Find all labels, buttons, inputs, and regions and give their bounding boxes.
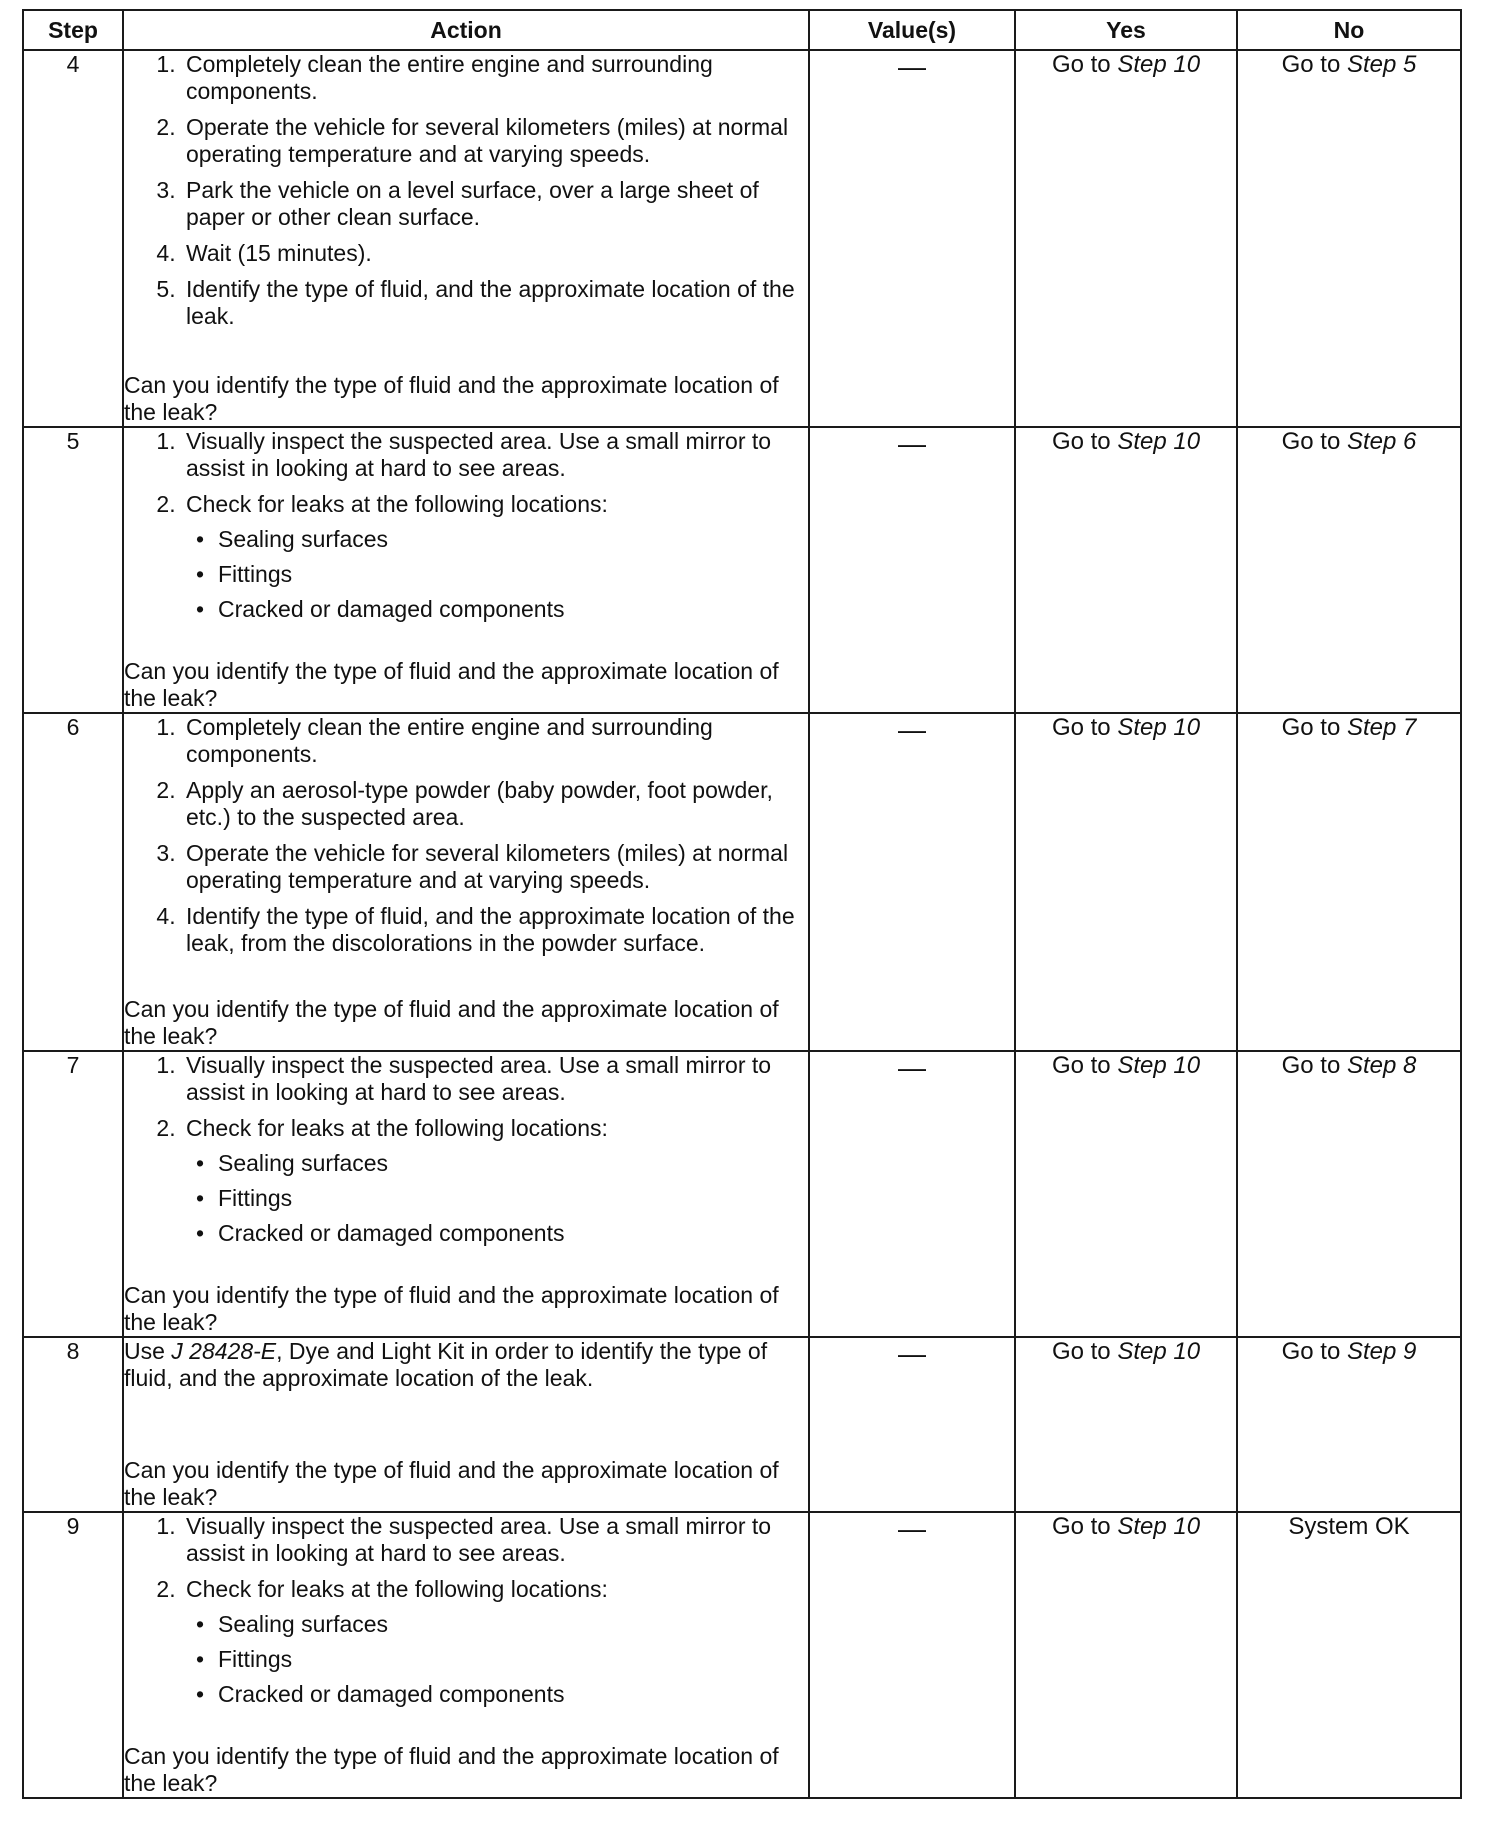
yes-prefix: Go to — [1051, 1051, 1111, 1079]
header-no: No — [1237, 10, 1461, 50]
instruction-item: 1. Visually inspect the suspected area. Use a small mirror to assist in looking at hard to see areas. — [182, 1052, 808, 1106]
instruction-item: 1. Visually inspect the suspected area. Use a small mirror to assist in looking at hard to see areas. — [182, 428, 808, 482]
instruction-item: 1. Visually inspect the suspected area. Use a small mirror to assist in looking at hard to see areas. — [182, 1513, 808, 1567]
instruction-item: 4. Identify the type of fluid, and the approximate location of the leak, from the discolorations in the powder surface. — [182, 903, 808, 957]
value-cell: — — [809, 50, 1015, 427]
question-text: Can you identify the type of fluid and the approximate location of the leak? — [124, 995, 779, 1049]
bullet-item: • Sealing surfaces — [218, 1150, 808, 1177]
yes-cell — [1015, 50, 1237, 427]
no-prefix: Go to — [1281, 427, 1341, 455]
instruction-item: 1. Completely clean the entire engine and surrounding components. — [182, 51, 808, 105]
intro-prefix: Use — [124, 1337, 165, 1364]
instruction-item — [182, 1576, 808, 1708]
yes-target: Step 10 — [1117, 1337, 1201, 1365]
location-list — [186, 1611, 808, 1708]
no-cell — [1237, 1337, 1461, 1512]
location-list — [186, 1150, 808, 1247]
step-number: 7 — [23, 1051, 123, 1337]
instruction-list — [124, 714, 808, 966]
no-cell: System OK — [1237, 1512, 1461, 1798]
bullet-item: • Fittings — [218, 1646, 808, 1673]
table-row — [23, 713, 1461, 1051]
instruction-list — [124, 1513, 808, 1717]
table-row — [23, 427, 1461, 713]
yes-target: Step 10 — [1117, 713, 1201, 741]
bullet-item: • Cracked or damaged components — [218, 1681, 808, 1708]
action-cell — [123, 1051, 809, 1337]
question-text: Can you identify the type of fluid and the approximate location of the leak? — [124, 1281, 779, 1335]
yes-prefix: Go to — [1051, 51, 1111, 78]
instruction-item: 2. Operate the vehicle for several kilometers (miles) at normal operating temperature and at varying speeds. — [182, 114, 808, 168]
no-cell — [1237, 713, 1461, 1051]
no-target: Step 7 — [1346, 713, 1417, 741]
instruction-item — [182, 1115, 808, 1247]
header-action: Action — [123, 10, 809, 50]
bullet-item: • Cracked or damaged components — [218, 596, 808, 623]
instruction-item: 3. Operate the vehicle for several kilometers (miles) at normal operating temperature and at varying speeds. — [182, 840, 808, 894]
yes-cell — [1015, 1051, 1237, 1337]
no-prefix: Go to — [1281, 713, 1341, 741]
yes-target: Step 10 — [1117, 1051, 1201, 1079]
value-cell: — — [809, 427, 1015, 713]
instruction-item: 2. Apply an aerosol-type powder (baby powder, foot powder, etc.) to the suspected area. — [182, 777, 808, 831]
instruction-text: Check for leaks at the following locations: — [186, 1114, 608, 1141]
question-text: Can you identify the type of fluid and the approximate location of the leak? — [124, 1457, 779, 1511]
table-row — [23, 1051, 1461, 1337]
instruction-text: Check for leaks at the following locations: — [186, 1576, 608, 1603]
question-text: Can you identify the type of fluid and the approximate location of the leak? — [124, 657, 779, 711]
no-target: Step 8 — [1346, 1051, 1417, 1079]
yes-prefix: Go to — [1051, 1513, 1111, 1541]
instruction-text — [124, 1338, 808, 1392]
yes-cell — [1015, 427, 1237, 713]
table-row — [23, 1337, 1461, 1512]
yes-cell — [1015, 1512, 1237, 1798]
header-yes: Yes — [1015, 10, 1237, 50]
no-prefix: Go to — [1281, 1051, 1341, 1079]
no-target: Step 6 — [1346, 427, 1417, 455]
value-cell: — — [809, 1337, 1015, 1512]
header-step: Step — [23, 10, 123, 50]
bullet-item: • Sealing surfaces — [218, 526, 808, 553]
bullet-item: • Cracked or damaged components — [218, 1220, 808, 1247]
action-cell — [123, 50, 809, 427]
yes-target: Step 10 — [1117, 1513, 1201, 1541]
question-text: Can you identify the type of fluid and the approximate location of the leak? — [124, 1743, 779, 1796]
no-cell — [1237, 1051, 1461, 1337]
table-row — [23, 1512, 1461, 1798]
no-cell — [1237, 50, 1461, 427]
no-prefix: Go to — [1281, 1337, 1341, 1365]
instruction-item: 3. Park the vehicle on a level surface, over a large sheet of paper or other clean surface. — [182, 177, 808, 231]
tool-name: J 28428-E — [171, 1337, 277, 1364]
value-cell: — — [809, 1051, 1015, 1337]
value-cell: — — [809, 1512, 1015, 1798]
instruction-list — [124, 51, 808, 339]
no-cell — [1237, 427, 1461, 713]
instruction-item — [182, 491, 808, 623]
action-cell — [123, 1337, 809, 1512]
step-number: 5 — [23, 427, 123, 713]
yes-prefix: Go to — [1051, 427, 1111, 455]
bullet-item: • Fittings — [218, 561, 808, 588]
yes-cell — [1015, 713, 1237, 1051]
no-target: Step 5 — [1346, 51, 1417, 78]
table-row — [23, 50, 1461, 427]
instruction-item: 5. Identify the type of fluid, and the approximate location of the leak. — [182, 276, 808, 330]
instruction-list — [124, 428, 808, 632]
yes-prefix: Go to — [1051, 713, 1111, 741]
bullet-item: • Sealing surfaces — [218, 1611, 808, 1638]
action-cell — [123, 427, 809, 713]
step-number: 4 — [23, 50, 123, 427]
action-cell — [123, 713, 809, 1051]
no-prefix: Go to — [1281, 51, 1341, 78]
location-list — [186, 526, 808, 623]
question-text: Can you identify the type of fluid and the approximate location of the leak? — [124, 371, 779, 425]
instruction-text: Check for leaks at the following locations: — [186, 490, 608, 517]
header-row — [23, 10, 1461, 50]
diagnostic-table — [22, 9, 1462, 1799]
header-values: Value(s) — [809, 10, 1015, 50]
no-target: Step 9 — [1346, 1337, 1417, 1365]
action-cell — [123, 1512, 809, 1798]
intro-suffix: , Dye and Light Kit in order to identify the type of fluid, and the approximate location of the leak. — [124, 1337, 768, 1391]
step-number: 9 — [23, 1512, 123, 1798]
step-number: 8 — [23, 1337, 123, 1512]
step-number: 6 — [23, 713, 123, 1051]
value-cell: — — [809, 713, 1015, 1051]
yes-target: Step 10 — [1117, 427, 1201, 455]
yes-prefix: Go to — [1051, 1337, 1111, 1365]
yes-target: Step 10 — [1117, 51, 1201, 78]
instruction-list — [124, 1052, 808, 1256]
yes-cell — [1015, 1337, 1237, 1512]
instruction-item: 4. Wait (15 minutes). — [182, 240, 808, 267]
instruction-item: 1. Completely clean the entire engine and surrounding components. — [182, 714, 808, 768]
bullet-item: • Fittings — [218, 1185, 808, 1212]
